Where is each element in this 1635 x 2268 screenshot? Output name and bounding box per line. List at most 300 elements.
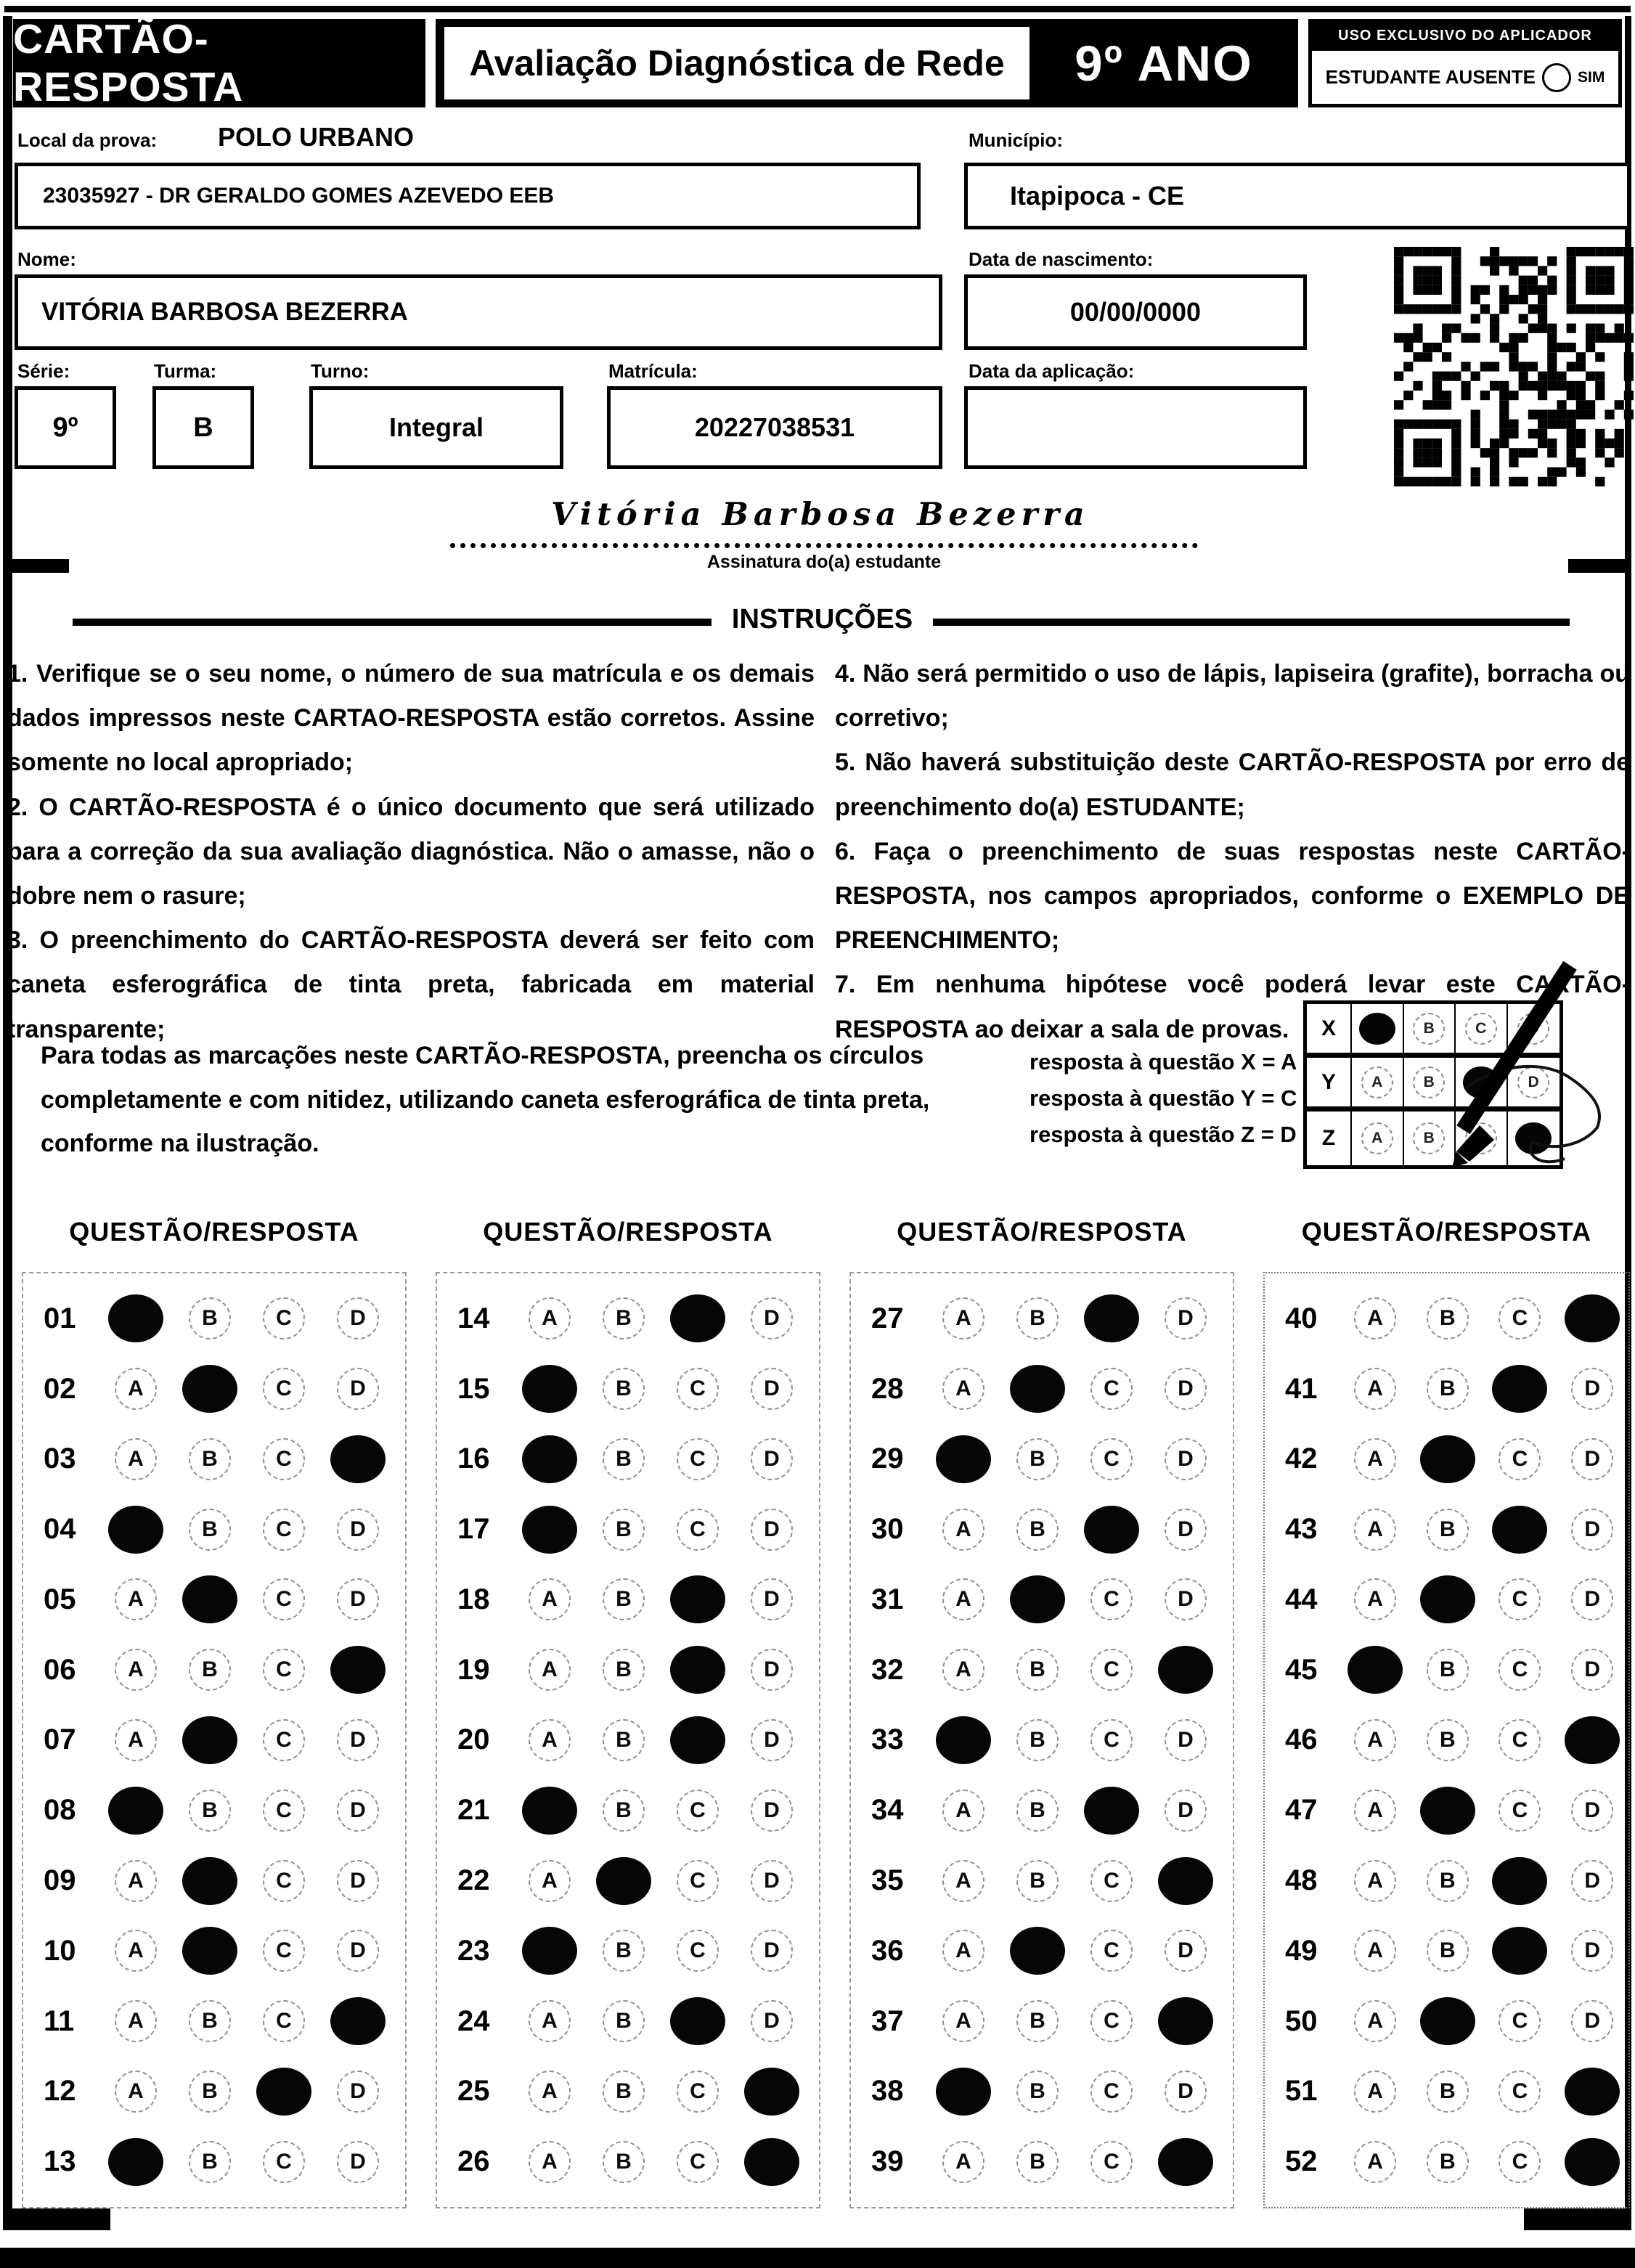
answer-bubble-39-A[interactable]: A [942, 2141, 984, 2183]
answer-bubble-24-D[interactable]: D [751, 2000, 793, 2042]
answer-bubble-31-C[interactable]: C [1090, 1578, 1133, 1620]
answer-bubble-50-D[interactable]: D [1571, 2000, 1613, 2042]
answer-bubble-filled-50-B[interactable] [1420, 1997, 1475, 2045]
answer-bubble-08-B[interactable]: B [189, 1790, 231, 1832]
question-number: 17 [457, 1513, 490, 1546]
question-number: 28 [871, 1372, 904, 1405]
answer-bubble-30-D[interactable]: D [1165, 1509, 1207, 1551]
answer-bubble-filled-20-C[interactable] [670, 1716, 725, 1764]
question-row [23, 1285, 405, 1352]
question-number: 08 [44, 1794, 76, 1827]
question-row [851, 1285, 1233, 1352]
answer-bubble-17-D[interactable]: D [751, 1509, 793, 1551]
school-value: 23035927 - DR GERALDO GOMES AZEVEDO EEB [43, 184, 555, 208]
answer-bubble-filled-07-B[interactable] [182, 1716, 237, 1764]
example-row-label: Y [1307, 1058, 1352, 1111]
answer-bubble-28-A[interactable]: A [942, 1368, 984, 1410]
answer-bubble-22-C[interactable]: C [677, 1860, 719, 1902]
question-number: 39 [871, 2145, 904, 2178]
answer-bubble-21-C[interactable]: C [677, 1790, 719, 1832]
answer-bubble-09-C[interactable]: C [263, 1860, 305, 1902]
answer-bubble-01-D[interactable]: D [337, 1297, 379, 1339]
answer-bubble-filled-37-D[interactable] [1158, 1997, 1213, 2045]
answer-bubble-36-A[interactable]: A [942, 1930, 984, 1972]
aplicacao-field[interactable] [964, 386, 1307, 469]
answer-bubble-21-D[interactable]: D [751, 1790, 793, 1832]
answer-bubble-11-B[interactable]: B [189, 2000, 231, 2042]
answer-bubble-47-D[interactable]: D [1571, 1790, 1613, 1832]
answer-bubble-filled-11-D[interactable] [330, 1997, 386, 2045]
answer-bubble-filled-06-D[interactable] [330, 1646, 386, 1694]
question-row [851, 1777, 1233, 1844]
nascimento-field [964, 274, 1307, 350]
answer-bubble-51-A[interactable]: A [1354, 2071, 1396, 2113]
question-number: 41 [1285, 1372, 1318, 1405]
question-number: 40 [1285, 1302, 1318, 1334]
answer-bubble-05-A[interactable]: A [115, 1578, 157, 1620]
example-option-bubble: B [1413, 1013, 1445, 1045]
question-number: 15 [457, 1372, 490, 1405]
answer-bubble-31-D[interactable]: D [1165, 1578, 1207, 1620]
answer-bubble-filled-35-D[interactable] [1158, 1857, 1213, 1905]
answer-bubble-44-C[interactable]: C [1499, 1578, 1541, 1620]
question-number: 44 [1285, 1583, 1318, 1615]
answer-bubble-46-A[interactable]: A [1354, 1719, 1396, 1761]
question-row [23, 1496, 405, 1563]
answer-bubble-filled-01-A[interactable] [108, 1294, 163, 1342]
answer-bubble-08-D[interactable]: D [337, 1790, 379, 1832]
instruction-item: 7. Em nenhuma hipótese você poderá levar este CARTÃO-RESPOSTA ao deixar a sala de provas. [835, 971, 1630, 1043]
question-number: 06 [44, 1653, 76, 1686]
answer-bubble-26-A[interactable]: A [529, 2141, 571, 2183]
answer-bubble-37-B[interactable]: B [1016, 2000, 1059, 2042]
answer-bubble-filled-49-C[interactable] [1492, 1927, 1547, 1975]
answer-bubble-20-D[interactable]: D [751, 1719, 793, 1761]
answer-bubble-filled-38-A[interactable] [936, 2068, 991, 2116]
answer-bubble-filled-32-D[interactable] [1158, 1646, 1213, 1694]
answer-bubble-19-B[interactable]: B [603, 1649, 645, 1691]
answer-bubble-10-C[interactable]: C [263, 1930, 305, 1972]
answer-bubble-49-A[interactable]: A [1354, 1930, 1396, 1972]
answer-bubble-48-B[interactable]: B [1427, 1860, 1469, 1902]
signature-line[interactable] [450, 508, 1198, 548]
question-row [1265, 1285, 1628, 1352]
answer-bubble-24-A[interactable]: A [529, 2000, 571, 2042]
fill-note: Para todas as marcações neste CARTÃO-RESPOSTA, preencha os círculos completamente e com nitidez, utilizando caneta esferográfica de tinta preta, conforme na ilustração. [41, 1042, 930, 1158]
answer-bubble-15-B[interactable]: B [603, 1368, 645, 1410]
question-row [1265, 1777, 1628, 1844]
question-number: 24 [457, 2004, 490, 2037]
question-number: 21 [457, 1794, 490, 1827]
answer-bubble-41-B[interactable]: B [1427, 1368, 1469, 1410]
answer-bubble-41-A[interactable]: A [1354, 1368, 1396, 1410]
answer-bubble-13-B[interactable]: B [189, 2141, 231, 2183]
answer-bubble-32-C[interactable]: C [1090, 1649, 1133, 1691]
answer-bubble-16-D[interactable]: D [751, 1438, 793, 1480]
answer-bubble-17-B[interactable]: B [603, 1509, 645, 1551]
answer-bubble-28-C[interactable]: C [1090, 1368, 1133, 1410]
answer-bubble-07-D[interactable]: D [337, 1719, 379, 1761]
left-border-bar [3, 16, 12, 2224]
answer-bubble-36-C[interactable]: C [1090, 1930, 1133, 1972]
answer-bubble-12-D[interactable]: D [337, 2071, 379, 2113]
answer-bubble-filled-47-B[interactable] [1420, 1787, 1475, 1835]
answer-bubble-16-B[interactable]: B [603, 1438, 645, 1480]
answer-bubble-15-D[interactable]: D [751, 1368, 793, 1410]
answer-bubble-35-B[interactable]: B [1016, 1860, 1059, 1902]
answer-bubble-filled-33-A[interactable] [936, 1716, 991, 1764]
answer-bubble-06-B[interactable]: B [189, 1649, 231, 1691]
answer-bubble-11-C[interactable]: C [263, 2000, 305, 2042]
answer-bubble-03-C[interactable]: C [263, 1438, 305, 1480]
question-number: 29 [871, 1443, 904, 1475]
answer-bubble-25-A[interactable]: A [529, 2071, 571, 2113]
question-number: 22 [457, 1864, 490, 1896]
answer-bubble-33-D[interactable]: D [1165, 1719, 1207, 1761]
local-da-prova-label: Local da prova: [17, 129, 158, 151]
answer-bubble-filled-21-A[interactable] [522, 1787, 577, 1835]
question-row [437, 1848, 819, 1914]
question-row [1265, 1355, 1628, 1422]
answer-bubble-38-C[interactable]: C [1090, 2071, 1133, 2113]
answer-bubble-52-B[interactable]: B [1427, 2141, 1469, 2183]
answer-bubble-47-C[interactable]: C [1499, 1790, 1541, 1832]
answer-bubble-43-A[interactable]: A [1354, 1509, 1396, 1551]
answer-bubble-filled-46-D[interactable] [1565, 1716, 1620, 1764]
answer-bubble-41-D[interactable]: D [1571, 1368, 1613, 1410]
signature-caption: Assinatura do(a) estudante [706, 552, 942, 572]
answer-bubble-06-A[interactable]: A [115, 1649, 157, 1691]
question-number: 19 [457, 1653, 490, 1686]
answer-bubble-filled-34-C[interactable] [1084, 1787, 1139, 1835]
answer-bubble-34-A[interactable]: A [942, 1790, 984, 1832]
answer-bubble-50-A[interactable]: A [1354, 2000, 1396, 2042]
nome-value: VITÓRIA BARBOSA BEZERRA [41, 298, 408, 326]
question-row [1265, 2129, 1628, 2195]
answer-bubble-19-A[interactable]: A [529, 1649, 571, 1691]
answer-bubble-filled-16-A[interactable] [522, 1435, 577, 1483]
answer-bubble-31-A[interactable]: A [942, 1578, 984, 1620]
answer-bubble-filled-39-D[interactable] [1158, 2138, 1213, 2186]
question-number: 42 [1285, 1443, 1318, 1475]
instructions-column-left [7, 652, 815, 1052]
question-number: 13 [44, 2145, 76, 2178]
left-registration-mark [12, 559, 69, 573]
answer-bubble-43-B[interactable]: B [1427, 1509, 1469, 1551]
answer-bubble-39-B[interactable]: B [1016, 2141, 1059, 2183]
answer-bubble-30-B[interactable]: B [1016, 1509, 1059, 1551]
answer-bubble-40-B[interactable]: B [1427, 1297, 1469, 1339]
answer-bubble-filled-12-C[interactable] [256, 2068, 311, 2116]
answer-bubble-23-B[interactable]: B [603, 1930, 645, 1972]
example-option-bubble: B [1413, 1066, 1445, 1098]
instruction-item: 1. Verifique se o seu nome, o número de sua matrícula e os demais dados impressos neste CARTAO-RESPOSTA estão corretos. Assine somente no local apropriado; [7, 660, 815, 777]
answer-bubble-42-C[interactable]: C [1499, 1438, 1541, 1480]
answer-bubble-filled-17-A[interactable] [522, 1506, 577, 1554]
answer-bubble-17-C[interactable]: C [677, 1509, 719, 1551]
answer-bubble-18-A[interactable]: A [529, 1578, 571, 1620]
answer-bubble-filled-25-D[interactable] [744, 2068, 799, 2116]
answer-bubble-27-D[interactable]: D [1165, 1297, 1207, 1339]
answer-bubble-filled-30-C[interactable] [1084, 1506, 1139, 1554]
question-number: 01 [44, 1302, 76, 1334]
answer-bubble-filled-24-C[interactable] [670, 1997, 725, 2045]
answer-bubble-filled-29-A[interactable] [936, 1435, 991, 1483]
answer-bubble-04-B[interactable]: B [189, 1509, 231, 1551]
turma-value: B [193, 412, 213, 443]
answer-bubble-filled-08-A[interactable] [108, 1787, 163, 1835]
student-absent-label: ESTUDANTE AUSENTE [1325, 66, 1536, 88]
question-number: 48 [1285, 1864, 1318, 1896]
answer-bubble-29-B[interactable]: B [1016, 1438, 1059, 1480]
example-caption: resposta à questão X = A [1029, 1049, 1297, 1074]
pen-hand-illustration [1416, 957, 1634, 1189]
answer-bubble-24-B[interactable]: B [603, 2000, 645, 2042]
question-number: 16 [457, 1443, 490, 1475]
answer-bubble-10-D[interactable]: D [337, 1930, 379, 1972]
answer-bubble-filled-36-B[interactable] [1010, 1927, 1065, 1975]
answer-bubble-09-A[interactable]: A [115, 1860, 157, 1902]
answer-bubble-38-D[interactable]: D [1165, 2071, 1207, 2113]
answer-bubble-35-A[interactable]: A [942, 1860, 984, 1902]
answer-bubble-45-D[interactable]: D [1571, 1649, 1613, 1691]
answer-bubble-22-D[interactable]: D [751, 1860, 793, 1902]
answer-bubble-29-C[interactable]: C [1090, 1438, 1133, 1480]
question-row [23, 1777, 405, 1844]
answer-bubble-filled-02-B[interactable] [182, 1365, 237, 1413]
question-number: 27 [871, 1302, 904, 1334]
question-row [851, 2058, 1233, 2125]
question-row [1265, 2058, 1628, 2125]
answer-bubble-filled-22-B[interactable] [596, 1857, 651, 1905]
answer-bubble-filled-18-C[interactable] [670, 1575, 725, 1623]
answer-bubble-05-D[interactable]: D [337, 1578, 379, 1620]
question-number: 47 [1285, 1794, 1318, 1827]
question-row [437, 1496, 819, 1563]
answer-bubble-16-C[interactable]: C [677, 1438, 719, 1480]
answer-bubble-filled-04-A[interactable] [108, 1506, 163, 1554]
answer-bubble-51-B[interactable]: B [1427, 2071, 1469, 2113]
question-number: 32 [871, 1653, 904, 1686]
answer-bubble-23-C[interactable]: C [677, 1930, 719, 1972]
answer-bubble-18-D[interactable]: D [751, 1578, 793, 1620]
answer-bubble-34-B[interactable]: B [1016, 1790, 1059, 1832]
answer-bubble-52-C[interactable]: C [1499, 2141, 1541, 2183]
answer-bubble-35-C[interactable]: C [1090, 1860, 1133, 1902]
answer-bubble-06-C[interactable]: C [263, 1649, 305, 1691]
answer-bubble-50-C[interactable]: C [1499, 2000, 1541, 2042]
question-number: 11 [44, 2004, 75, 2037]
answer-bubble-52-A[interactable]: A [1354, 2141, 1396, 2183]
question-row [437, 1355, 819, 1422]
answer-bubble-filled-48-C[interactable] [1492, 1857, 1547, 1905]
answer-bubble-09-D[interactable]: D [337, 1860, 379, 1902]
answer-bubble-49-D[interactable]: D [1571, 1930, 1613, 1972]
answer-bubble-38-B[interactable]: B [1016, 2071, 1059, 2113]
question-number: 50 [1285, 2004, 1318, 2037]
answer-bubble-07-A[interactable]: A [115, 1719, 157, 1761]
answer-bubble-14-D[interactable]: D [751, 1297, 793, 1339]
answer-bubble-filled-31-B[interactable] [1010, 1575, 1065, 1623]
answer-bubble-20-B[interactable]: B [603, 1719, 645, 1761]
answer-bubble-40-A[interactable]: A [1354, 1297, 1396, 1339]
answer-bubble-filled-51-D[interactable] [1565, 2068, 1620, 2116]
answer-bubble-12-B[interactable]: B [189, 2071, 231, 2113]
example-row-label: X [1307, 1004, 1352, 1058]
question-number: 05 [44, 1583, 76, 1615]
answer-bubble-26-B[interactable]: B [603, 2141, 645, 2183]
question-row [1265, 1636, 1628, 1703]
answer-bubble-filled-15-A[interactable] [522, 1365, 577, 1413]
answer-bubble-48-D[interactable]: D [1571, 1860, 1613, 1902]
answer-bubble-12-A[interactable]: A [115, 2071, 157, 2113]
answer-bubble-filled-27-C[interactable] [1084, 1294, 1139, 1342]
answer-bubble-04-D[interactable]: D [337, 1509, 379, 1551]
example-cell-filled [1352, 1004, 1404, 1058]
answer-bubble-25-B[interactable]: B [603, 2071, 645, 2113]
answer-bubble-42-A[interactable]: A [1354, 1438, 1396, 1480]
nascimento-value: 00/00/0000 [1069, 297, 1202, 327]
answer-bubble-14-A[interactable]: A [529, 1297, 571, 1339]
question-row [437, 1707, 819, 1774]
answer-bubble-filled-23-A[interactable] [522, 1927, 577, 1975]
questao-resposta-header: QUESTÃO/RESPOSTA [69, 1217, 359, 1247]
answer-bubble-14-B[interactable]: B [603, 1297, 645, 1339]
answer-bubble-filled-19-C[interactable] [670, 1646, 725, 1694]
answer-bubble-43-D[interactable]: D [1571, 1509, 1613, 1551]
questao-resposta-header: QUESTÃO/RESPOSTA [483, 1217, 773, 1247]
answer-bubble-20-A[interactable]: A [529, 1719, 571, 1761]
question-number: 09 [44, 1864, 76, 1896]
question-number: 26 [457, 2145, 490, 2178]
answer-bubble-27-B[interactable]: B [1016, 1297, 1059, 1339]
answer-bubble-01-B[interactable]: B [189, 1297, 231, 1339]
aplicador-box-title: USO EXCLUSIVO DO APLICADOR [1312, 23, 1618, 51]
answer-bubble-filled-14-C[interactable] [670, 1294, 725, 1342]
question-number: 20 [457, 1724, 490, 1756]
answer-bubble-46-B[interactable]: B [1427, 1719, 1469, 1761]
assessment-title: Avaliação Diagnóstica de Rede [444, 27, 1029, 99]
answer-bubble-27-A[interactable]: A [942, 1297, 984, 1339]
answer-bubble-filled-44-B[interactable] [1420, 1575, 1475, 1623]
answer-bubble-45-B[interactable]: B [1427, 1649, 1469, 1691]
answer-bubble-21-B[interactable]: B [603, 1790, 645, 1832]
answer-bubble-05-C[interactable]: C [263, 1578, 305, 1620]
instruction-item: 4. Não será permitido o uso de lápis, lapiseira (grafite), borracha ou corretivo; [835, 660, 1630, 733]
answer-column [849, 1272, 1234, 2208]
answer-bubble-filled-52-D[interactable] [1565, 2138, 1620, 2186]
question-number: 38 [871, 2075, 904, 2108]
answer-bubble-filled-45-A[interactable] [1347, 1646, 1403, 1694]
example-row-label: Z [1307, 1111, 1352, 1165]
example-option-bubble: B [1413, 1122, 1445, 1154]
answer-bubble-47-A[interactable]: A [1354, 1790, 1396, 1832]
answer-bubble-filled-40-D[interactable] [1565, 1294, 1620, 1342]
answer-bubble-filled-09-B[interactable] [182, 1857, 237, 1905]
question-number: 23 [457, 1934, 490, 1967]
answer-bubble-18-B[interactable]: B [603, 1578, 645, 1620]
answer-bubble-10-A[interactable]: A [115, 1930, 157, 1972]
answer-bubble-37-A[interactable]: A [942, 2000, 984, 2042]
answer-bubble-01-C[interactable]: C [263, 1297, 305, 1339]
answer-bubble-02-C[interactable]: C [263, 1368, 305, 1410]
answer-bubble-40-C[interactable]: C [1499, 1297, 1541, 1339]
answer-bubble-filled-03-D[interactable] [330, 1435, 386, 1483]
answer-bubble-30-A[interactable]: A [942, 1509, 984, 1551]
answer-bubble-51-C[interactable]: C [1499, 2071, 1541, 2113]
question-number: 25 [457, 2075, 490, 2108]
answer-bubble-13-C[interactable]: C [263, 2141, 305, 2183]
answer-bubble-03-B[interactable]: B [189, 1438, 231, 1480]
answer-bubble-filled-43-C[interactable] [1492, 1506, 1547, 1554]
answer-bubble-filled-42-B[interactable] [1420, 1435, 1475, 1483]
answer-bubble-45-C[interactable]: C [1499, 1649, 1541, 1691]
question-number: 18 [457, 1583, 490, 1615]
answer-bubble-filled-41-C[interactable] [1492, 1365, 1547, 1413]
answer-bubble-19-D[interactable]: D [751, 1649, 793, 1691]
grade-label: 9º ANO [1075, 35, 1253, 91]
answer-bubble-37-C[interactable]: C [1090, 2000, 1133, 2042]
question-row [851, 1917, 1233, 1984]
answer-bubble-34-D[interactable]: D [1165, 1790, 1207, 1832]
instructions-rule-left [73, 619, 712, 626]
answer-bubble-32-A[interactable]: A [942, 1649, 984, 1691]
answer-bubble-22-A[interactable]: A [529, 1860, 571, 1902]
answer-bubble-filled-05-B[interactable] [182, 1575, 237, 1623]
answer-bubble-33-B[interactable]: B [1016, 1719, 1059, 1761]
answer-bubble-33-C[interactable]: C [1090, 1719, 1133, 1761]
answer-bubble-28-D[interactable]: D [1165, 1368, 1207, 1410]
answer-bubble-44-A[interactable]: A [1354, 1578, 1396, 1620]
answer-bubble-42-D[interactable]: D [1571, 1438, 1613, 1480]
answer-bubble-48-A[interactable]: A [1354, 1860, 1396, 1902]
answer-bubble-29-D[interactable]: D [1165, 1438, 1207, 1480]
question-number: 10 [44, 1934, 76, 1967]
answer-bubble-46-C[interactable]: C [1499, 1719, 1541, 1761]
question-row [437, 2058, 819, 2125]
question-number: 45 [1285, 1653, 1318, 1686]
answer-bubble-02-D[interactable]: D [337, 1368, 379, 1410]
answer-bubble-03-A[interactable]: A [115, 1438, 157, 1480]
answer-bubble-23-D[interactable]: D [751, 1930, 793, 1972]
answer-bubble-11-A[interactable]: A [115, 2000, 157, 2042]
answer-bubble-02-A[interactable]: A [115, 1368, 157, 1410]
answer-bubble-15-C[interactable]: C [677, 1368, 719, 1410]
answer-bubble-filled-28-B[interactable] [1010, 1365, 1065, 1413]
question-number: 51 [1285, 2075, 1318, 2108]
answer-bubble-13-D[interactable]: D [337, 2141, 379, 2183]
question-number: 49 [1285, 1934, 1318, 1967]
answer-bubble-32-B[interactable]: B [1016, 1649, 1059, 1691]
answer-bubble-08-C[interactable]: C [263, 1790, 305, 1832]
answer-bubble-44-D[interactable]: D [1571, 1578, 1613, 1620]
student-absent-bubble[interactable] [1542, 63, 1571, 92]
question-row [437, 1988, 819, 2055]
answer-bubble-07-C[interactable]: C [263, 1719, 305, 1761]
answer-bubble-filled-10-B[interactable] [182, 1927, 237, 1975]
qr-code [1394, 247, 1634, 486]
answer-bubble-25-C[interactable]: C [677, 2071, 719, 2113]
answer-bubble-filled-13-A[interactable] [108, 2138, 163, 2186]
answer-bubble-04-C[interactable]: C [263, 1509, 305, 1551]
nascimento-label: Data de nascimento: [969, 248, 1154, 270]
answer-bubble-26-C[interactable]: C [677, 2141, 719, 2183]
question-row [23, 1566, 405, 1633]
answer-bubble-49-B[interactable]: B [1427, 1930, 1469, 1972]
answer-bubble-filled-26-D[interactable] [744, 2138, 799, 2186]
answer-bubble-39-C[interactable]: C [1090, 2141, 1133, 2183]
answer-bubble-36-D[interactable]: D [1165, 1930, 1207, 1972]
